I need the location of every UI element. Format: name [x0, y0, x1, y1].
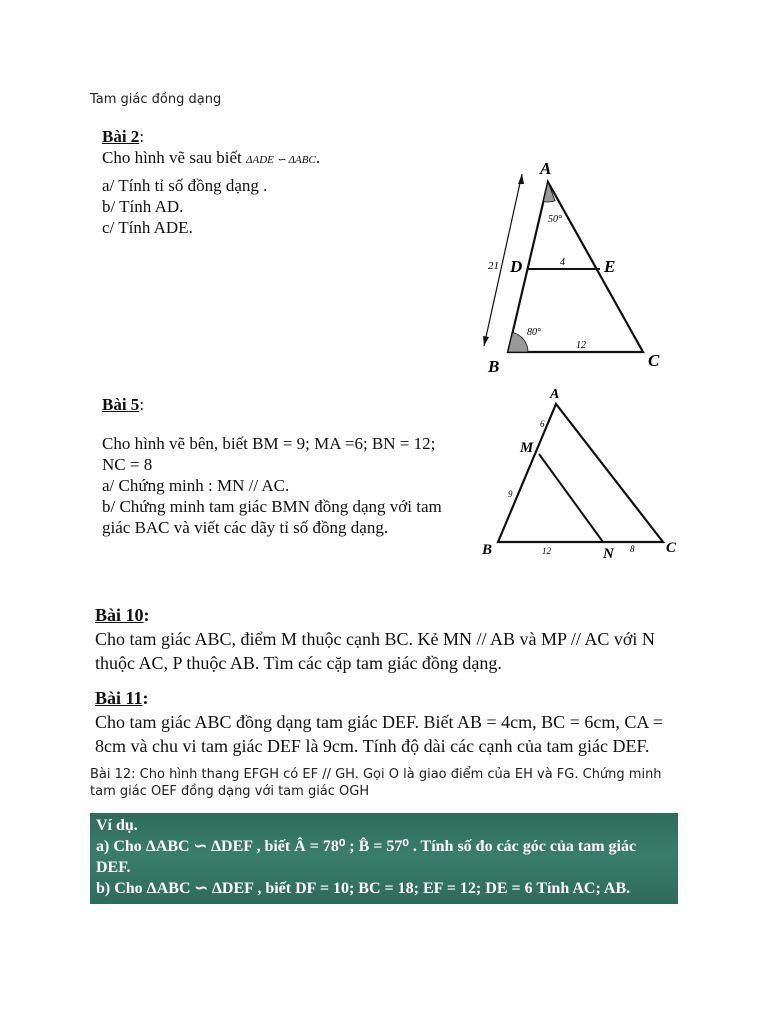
bai2-title: Bài 2	[102, 127, 140, 146]
bai10-title-colon: :	[143, 605, 150, 625]
bai5-triangle	[498, 404, 663, 542]
bai5-line-3: a/ Chứng minh : MN // AC.	[102, 476, 290, 495]
bai2-relation: ΔADE ∽ ΔABC	[246, 154, 316, 166]
bai10-block	[95, 603, 685, 675]
bai5-nc-value: 8	[630, 544, 635, 554]
bai2-label-c: C	[648, 351, 660, 370]
bai2-title-line	[102, 126, 462, 147]
bai2-label-d: D	[510, 257, 523, 276]
bai5-line-5: giác BAC và viết các dãy tỉ số đồng dạng.	[102, 518, 389, 537]
bai5-label-c: C	[666, 540, 677, 556]
bai5-text-block	[102, 394, 472, 538]
bai11-title-colon: :	[142, 688, 149, 708]
bai5-segment-mn	[539, 454, 603, 542]
bai2-intro: Cho hình vẽ sau biết	[102, 148, 242, 167]
bai5-label-a: A	[550, 387, 560, 402]
bai11-block	[95, 686, 685, 758]
bai5-bm-value: 9	[508, 489, 513, 499]
bai2-dot: .	[315, 148, 321, 167]
bai5-title: Bài 5	[102, 395, 140, 414]
bai2-text-block	[102, 126, 462, 238]
bai10-text: Cho tam giác ABC, điểm M thuộc cạnh BC. Kẻ MN // AB và MP // AC với N thuộc AC, P thuộc AB. Tìm các cặp tam giác đồng dạng.	[95, 629, 655, 673]
bai2-angle-b-value: 80°	[527, 327, 541, 338]
bai2-triangle-figure	[480, 160, 680, 380]
bai11-text: Cho tam giác ABC đồng dạng tam giác DEF. Biết AB = 4cm, BC = 6cm, CA = 8cm và chu vi tam giác DEF là 9cm. Tính độ dài các cạnh của tam giác DEF.	[95, 712, 663, 756]
bai5-line-1: Cho hình vẽ bên, biết BM = 9; MA =6; BN = 12;	[102, 434, 436, 453]
bai11-title-line	[95, 686, 685, 710]
bai2-angle-a-value: 50°	[548, 214, 562, 225]
vidu-box	[90, 813, 678, 904]
bai2-title-colon: :	[139, 127, 145, 146]
bai2-label-a: A	[540, 160, 552, 178]
bai2-dimension-arrow-top	[518, 174, 524, 184]
bai5-line-2: NC = 8	[102, 455, 153, 474]
bai12-text: Bài 12: Cho hình thang EFGH có EF // GH. Gọi O là giao điểm của EH và FG. Chứng minh tam giác OEF đồng dạng với tam giác OGH	[90, 767, 662, 799]
bai5-label-n: N	[603, 546, 614, 562]
bai2-intro-line	[102, 147, 462, 171]
bai2-side-de-value: 4	[560, 257, 565, 268]
vidu-line-b: b) Cho ΔABC ∽ ΔDEF , biết DF = 10; BC = 18; EF = 12; DE = 6 Tính AC; AB.	[96, 880, 631, 897]
bai10-title: Bài 10	[95, 605, 144, 625]
bai2-label-e: E	[604, 257, 616, 276]
bai2-side-bc-value: 12	[576, 340, 586, 351]
bai2-side-ab-value: 21	[488, 260, 499, 272]
bai5-label-b: B	[482, 542, 493, 558]
bai5-title-line	[102, 394, 472, 415]
bai11-title: Bài 11	[95, 688, 143, 708]
bai5-bn-value: 12	[542, 546, 551, 556]
bai5-triangle-figure	[478, 382, 688, 567]
bai5-line-4: b/ Chứng minh tam giác BMN đồng dạng với tam	[102, 497, 442, 516]
bai2-dimension-arrow-bottom	[483, 336, 489, 346]
bai2-item-c: c/ Tính ADE.	[102, 218, 193, 237]
bai5-label-m: M	[520, 440, 534, 456]
bai5-title-colon: :	[139, 395, 145, 414]
bai2-item-a: a/ Tính tỉ số đồng dạng .	[102, 176, 268, 195]
bai10-title-line	[95, 603, 685, 627]
page-heading: Tam giác đồng dạng	[90, 92, 222, 107]
bai2-label-b: B	[488, 357, 500, 376]
bai5-ma-value: 6	[540, 419, 545, 429]
vidu-line-a2: DEF.	[96, 859, 131, 876]
vidu-title: Ví dụ.	[96, 817, 138, 834]
vidu-line-a: a) Cho ΔABC ∽ ΔDEF , biết Â = 78⁰ ; B̂ = 57⁰ . Tính số đo các góc của tam giác	[96, 838, 637, 855]
bai2-item-b: b/ Tính AD.	[102, 197, 184, 216]
